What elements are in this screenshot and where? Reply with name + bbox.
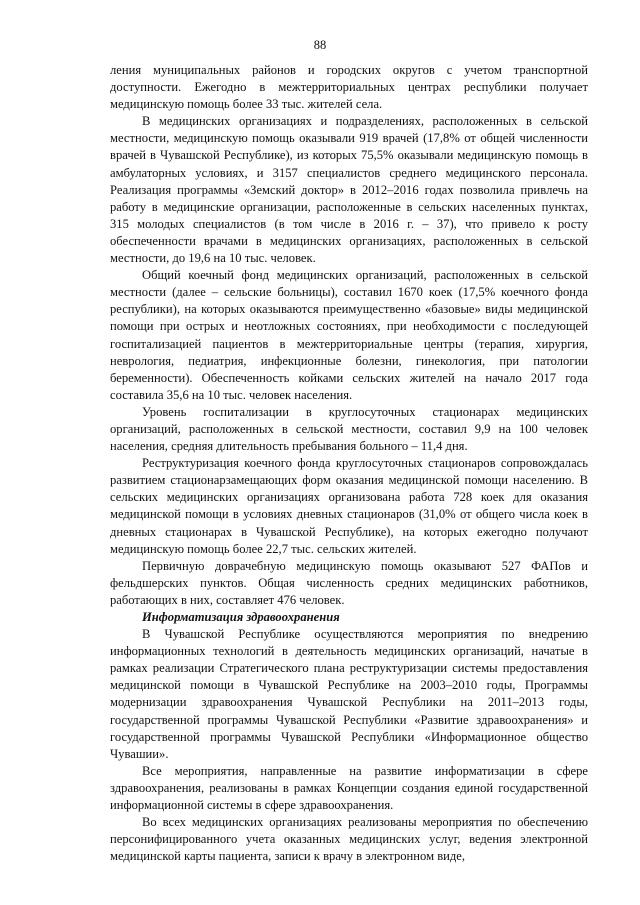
paragraph: ления муниципальных районов и городских округов с учетом транспортной доступности. Ежегодно в межтерриториальных центрах республики получает медицинскую помощь более 33 тыс. жителей села. — [110, 63, 588, 112]
paragraph: В медицинских организациях и подразделениях, расположенных в сельской местности, медицинскую помощь оказывали 919 врачей (17,8% от общей численности врачей в Чувашской Республике), из которых 75,5% оказывали медицинскую помощь в амбулаторных условиях, и 3157 специалистов среднего медицинского персонала. Реализация программы «Земский доктор» в 2012–2016 годах позволила привлечь на работу в медицинские организации, расположенные в сельских населенных пунктах, 315 молодых специалистов (в том числе в 2016 г. – 37), что привело к росту обеспеченности врачами в медицинских организациях, расположенных в сельской местности, до 19,6 на 10 тыс. человек. — [110, 114, 588, 266]
paragraph: Реструктуризация коечного фонда круглосуточных стационаров сопровождалась развитием стационарзамещающих форм оказания медицинской помощи населению. В сельских медицинских организациях организована работа 728 коек для оказания медицинской помощи в условиях дневных стационаров (31,0% от общего числа коек в дневных стационарах в Чувашской Республике), на которых ежегодно получают медицинскую помощь более 22,7 тыс. сельских жителей. — [110, 456, 588, 556]
page-number: 88 — [313, 38, 327, 52]
paragraph: В Чувашской Республике осуществляются мероприятия по внедрению информационных технологий в деятельность медицинских организаций, начатые в рамках реализации Стратегического плана реструктуризации системы предоставления медицинской помощи в Чувашской Республике на 2003–2010 годы, Программы модернизации здравоохранения Чувашской Республики на 2011–2013 годы, государственной программы Чувашской Республики «Развитие здравоохранения» и государственной программы Чувашской Республики «Информационное общество Чувашии». — [110, 627, 588, 761]
paragraph: Общий коечный фонд медицинских организаций, расположенных в сельской местности (далее – сельские больницы), составил 1670 коек (17,5% коечного фонда республики), на которых оказываются преимущественно «базовые» виды медицинской помощи при острых и неотложных состояниях, при необходимости с последующей госпитализацией пациентов в межтерриториальные центры (терапия, хирургия, неврология, педиатрия, инфекционные болезни, гинекология, при патологии беременности). Обеспеченность койками сельских жителей на начало 2017 года составила 35,6 на 10 тыс. человек населения. — [110, 268, 588, 402]
section-heading: Информатизация здравоохранения — [142, 610, 340, 624]
paragraph: Первичную доврачебную медицинскую помощь оказывают 527 ФАПов и фельдшерских пунктов. Общая численность средних медицинских работников, работающих в них, составляет 476 человек. — [110, 558, 588, 607]
paragraph: Уровень госпитализации в круглосуточных стационарах медицинских организаций, расположенных в сельской местности, составил 9,9 на 100 человек населения, средняя длительность пребывания больного – 11,4 дня. — [110, 404, 588, 454]
paragraph: Все мероприятия, направленные на развитие информатизации в сфере здравоохранения, реализованы в рамках Концепции создания единой государственной информационной системы в сфере здравоохранения. — [110, 763, 588, 813]
page-body — [110, 62, 588, 865]
paragraph: Во всех медицинских организациях реализованы мероприятия по обеспечению персонифицированного учета оказанных медицинских услуг, ведения электронной медицинской карты пациента, записи к врачу в электронном виде, — [110, 815, 588, 864]
